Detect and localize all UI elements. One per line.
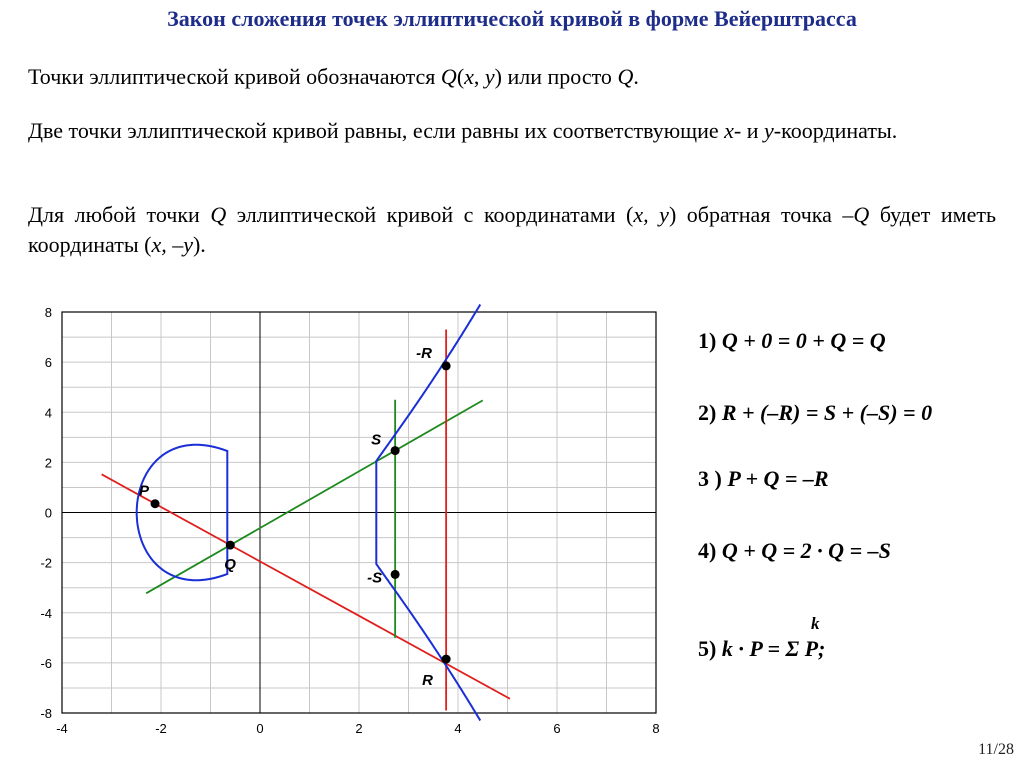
elliptic-curve-graph bbox=[0, 290, 680, 750]
y-tick-label: -2 bbox=[40, 555, 52, 571]
y-tick-label: -8 bbox=[40, 706, 52, 721]
tangent-line-q bbox=[146, 400, 483, 593]
y-tick-label: 4 bbox=[44, 405, 52, 421]
point-label: Q bbox=[224, 556, 236, 574]
x-tick-label: 8 bbox=[652, 721, 660, 736]
page-number: 11/28 bbox=[978, 741, 1014, 758]
secant-line-pq bbox=[102, 474, 510, 698]
y-tick-label: 0 bbox=[44, 505, 52, 521]
x-tick-label: 0 bbox=[256, 721, 264, 736]
point-label: R bbox=[422, 672, 433, 690]
paragraph-point-equality: Две точки эллиптической кривой равны, если равны их соответствующие x- и y-координаты. bbox=[28, 118, 898, 143]
rule-identity: 1) Q + 0 = 0 + Q = Q bbox=[698, 328, 886, 353]
y-tick-label: 6 bbox=[44, 355, 52, 371]
rule-doubling: 4) Q + Q = 2 · Q = –S bbox=[698, 538, 891, 563]
sum-upper-limit: k bbox=[811, 614, 820, 633]
slide-title: Закон сложения точек эллиптической кривой в форме Вейерштрасса bbox=[167, 6, 857, 31]
x-tick-label: -4 bbox=[56, 721, 68, 736]
y-tick-label: -6 bbox=[40, 655, 52, 671]
point-label: S bbox=[371, 431, 382, 449]
rule-multiplication: 5) k · P = Σ P; bbox=[698, 636, 826, 661]
point-label: -R bbox=[416, 344, 432, 362]
point-label: -S bbox=[367, 569, 383, 587]
grid-layer bbox=[62, 312, 656, 713]
curve-point bbox=[442, 655, 451, 664]
curve-point bbox=[226, 541, 235, 550]
y-tick-label: 8 bbox=[44, 305, 52, 320]
x-tick-label: 2 bbox=[355, 721, 363, 736]
paragraph-point-notation: Точки эллиптической кривой обозначаются Q(x, y) или просто Q. bbox=[28, 64, 639, 89]
curve-point bbox=[442, 361, 451, 370]
curve-point bbox=[151, 499, 160, 508]
x-tick-label: -2 bbox=[155, 721, 167, 736]
x-tick-label: 6 bbox=[553, 721, 561, 736]
point-label: P bbox=[139, 482, 150, 500]
rule-addition: 3 ) P + Q = –R bbox=[698, 466, 829, 491]
curve-point bbox=[391, 446, 400, 455]
paragraph-inverse-point: Для любой точки Q эллиптической кривой с координатами (x, y) обратная точка –Q будет иметь координаты (x, –y). bbox=[28, 202, 996, 257]
y-tick-label: -4 bbox=[40, 605, 52, 621]
rule-inverse: 2) R + (–R) = S + (–S) = 0 bbox=[698, 400, 933, 425]
tick-labels bbox=[40, 305, 659, 736]
x-tick-label: 4 bbox=[454, 721, 462, 736]
y-tick-label: 2 bbox=[44, 455, 52, 471]
line-layer bbox=[102, 330, 510, 711]
curve-point bbox=[391, 570, 400, 579]
